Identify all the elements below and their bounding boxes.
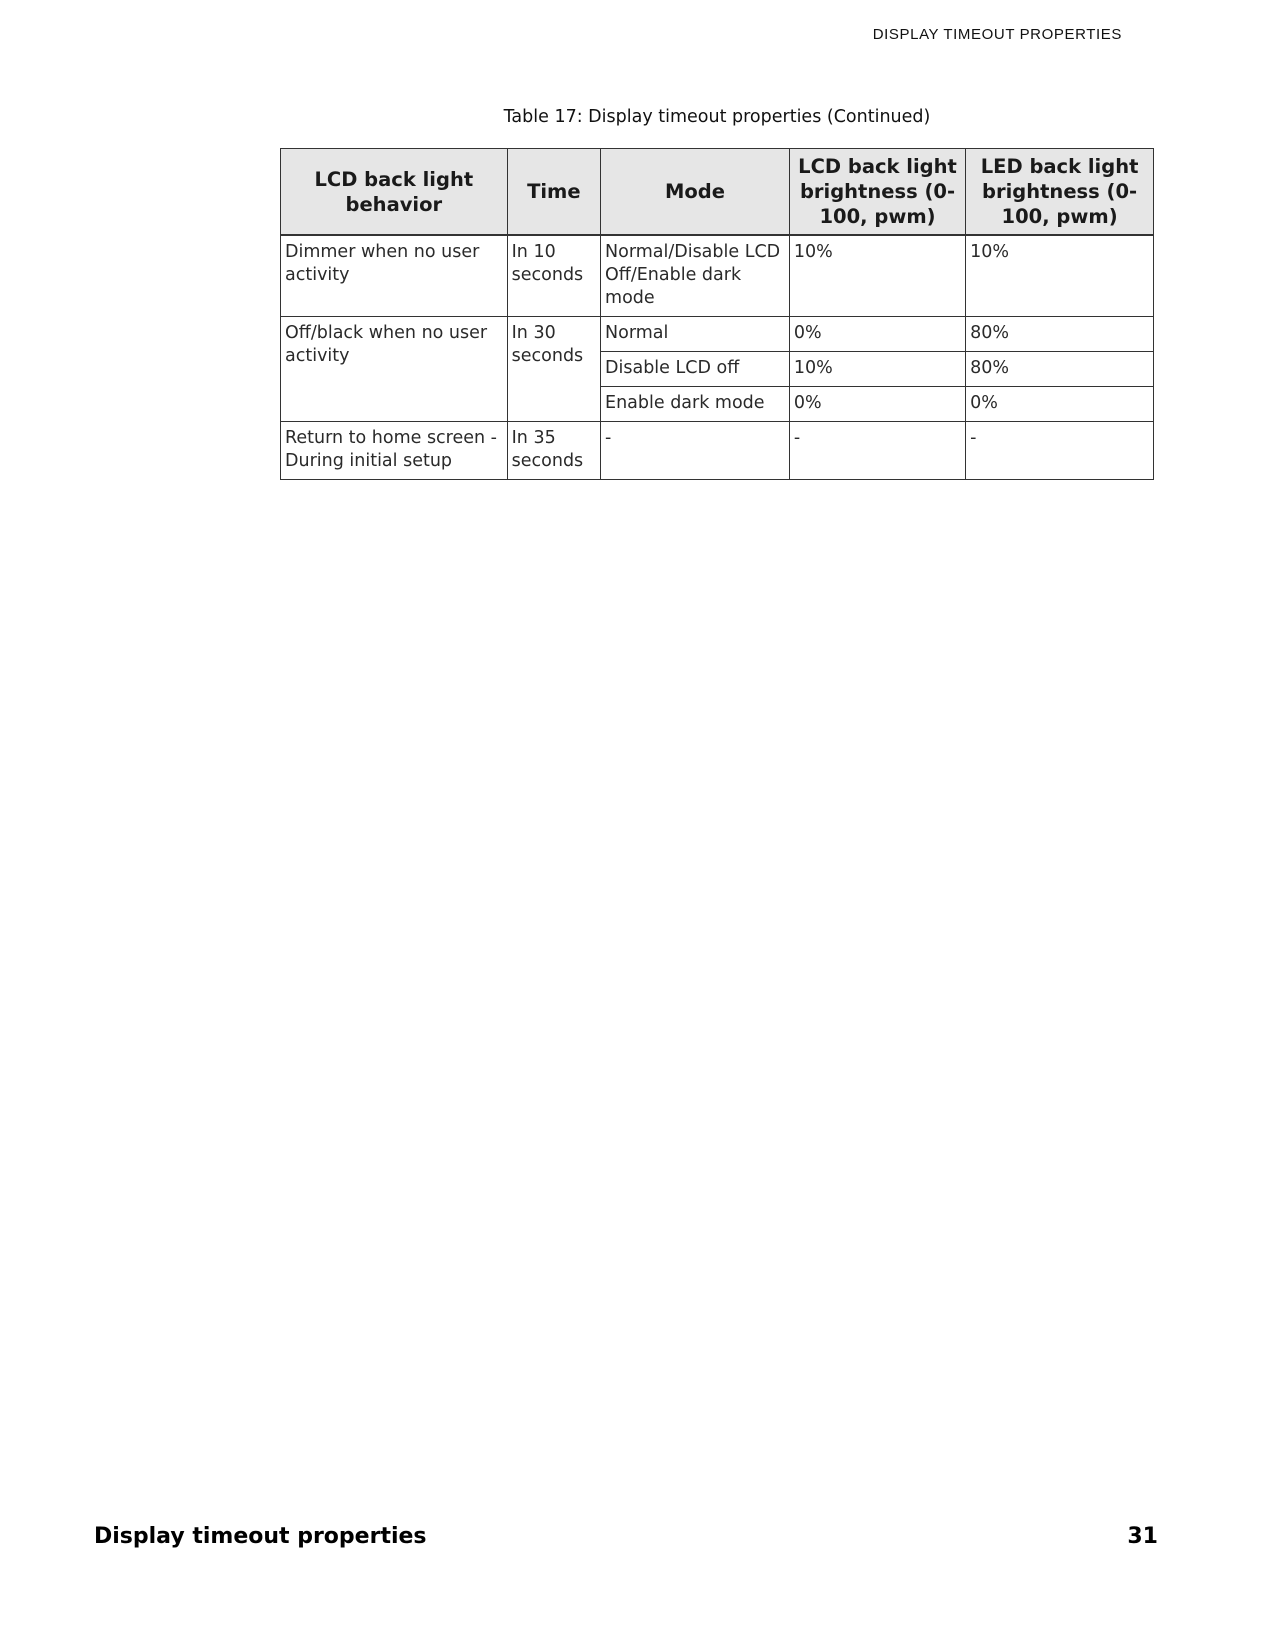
cell-lcd-brightness: 0%: [789, 317, 965, 352]
column-header-led-brightness: LED back light brightness (0-100, pwm): [966, 149, 1154, 236]
cell-mode: Normal: [601, 317, 790, 352]
cell-behavior: Off/black when no user activity: [281, 317, 508, 422]
cell-led-brightness: 80%: [966, 317, 1154, 352]
cell-behavior: Dimmer when no user activity: [281, 235, 508, 317]
column-header-mode: Mode: [601, 149, 790, 236]
cell-led-brightness: -: [966, 422, 1154, 480]
table-header-row: [281, 149, 1154, 236]
cell-time: In 35 seconds: [507, 422, 600, 480]
cell-led-brightness: 0%: [966, 387, 1154, 422]
cell-mode: -: [601, 422, 790, 480]
cell-behavior: Return to home screen - During initial setup: [281, 422, 508, 480]
cell-mode: Enable dark mode: [601, 387, 790, 422]
column-header-lcd-brightness: LCD back light brightness (0-100, pwm): [789, 149, 965, 236]
table-row: [281, 317, 1154, 352]
table-row: [281, 235, 1154, 317]
display-timeout-table: [280, 148, 1154, 480]
running-header: DISPLAY TIMEOUT PROPERTIES: [872, 26, 1122, 43]
cell-time: In 30 seconds: [507, 317, 600, 422]
footer-section-title: Display timeout properties: [94, 1524, 427, 1549]
cell-lcd-brightness: 10%: [789, 235, 965, 317]
cell-mode: Normal/Disable LCD Off/Enable dark mode: [601, 235, 790, 317]
cell-mode: Disable LCD off: [601, 352, 790, 387]
column-header-time: Time: [507, 149, 600, 236]
cell-lcd-brightness: 0%: [789, 387, 965, 422]
table-caption: Table 17: Display timeout properties (Continued): [503, 107, 931, 127]
cell-led-brightness: 80%: [966, 352, 1154, 387]
cell-lcd-brightness: -: [789, 422, 965, 480]
cell-led-brightness: 10%: [966, 235, 1154, 317]
column-header-behavior: LCD back light behavior: [281, 149, 508, 236]
cell-time: In 10 seconds: [507, 235, 600, 317]
table-row: [281, 422, 1154, 480]
cell-lcd-brightness: 10%: [789, 352, 965, 387]
page-number: 31: [1127, 1524, 1158, 1549]
